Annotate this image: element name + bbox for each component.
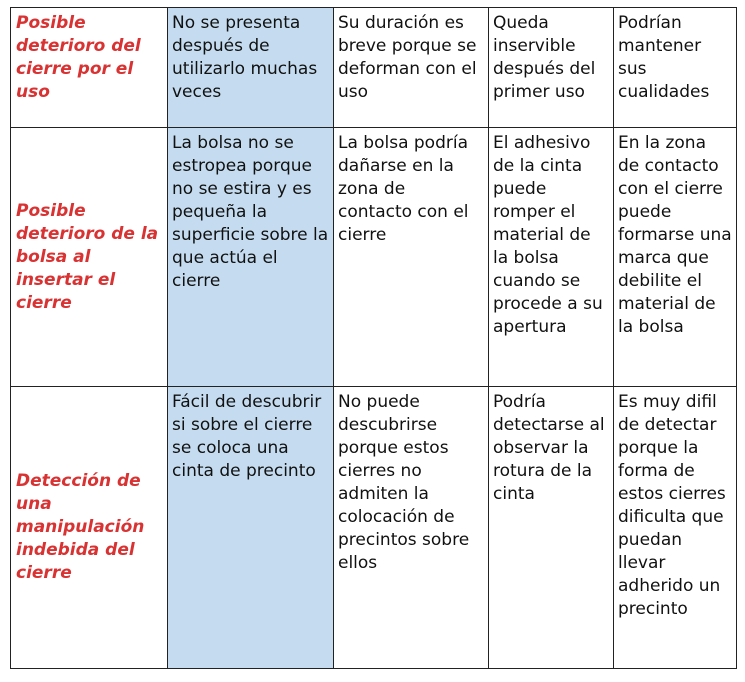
table-row [11, 128, 737, 387]
table-cell: Su duración es breve porque se deforman con el uso [334, 8, 489, 128]
table-cell: Fácil de descubrir si sobre el cierre se coloca una cinta de precinto [168, 387, 334, 669]
table-row [11, 8, 737, 128]
table-cell: El adhesivo de la cinta puede romper el material de la bolsa cuando se procede a su apertura [489, 128, 614, 387]
row-header-wear-of-closure: Posible deterioro del cierre por el uso [11, 8, 168, 128]
table-cell: Podría detectarse al observar la rotura de la cinta [489, 387, 614, 669]
table-cell: En la zona de contacto con el cierre puede formarse una marca que debilite el material de la bolsa [614, 128, 737, 387]
table-cell: Queda inservible después del primer uso [489, 8, 614, 128]
table-cell: Podrían mantener sus cualidades [614, 8, 737, 128]
table-cell: No se presenta después de utilizarlo muchas veces [168, 8, 334, 128]
row-header-tamper-detection: Detección de una manipulación indebida del cierre [11, 387, 168, 669]
row-header-bag-damage: Posible deterioro de la bolsa al insertar el cierre [11, 128, 168, 387]
table-cell: La bolsa podría dañarse en la zona de contacto con el cierre [334, 128, 489, 387]
comparison-table [10, 7, 737, 669]
table-row [11, 387, 737, 669]
table-cell: Es muy difil de detectar porque la forma de estos cierres dificulta que puedan llevar adherido un precinto [614, 387, 737, 669]
table-cell: No puede descubrirse porque estos cierres no admiten la colocación de precintos sobre ellos [334, 387, 489, 669]
table-cell: La bolsa no se estropea porque no se estira y es pequeña la superficie sobre la que actúa el cierre [168, 128, 334, 387]
